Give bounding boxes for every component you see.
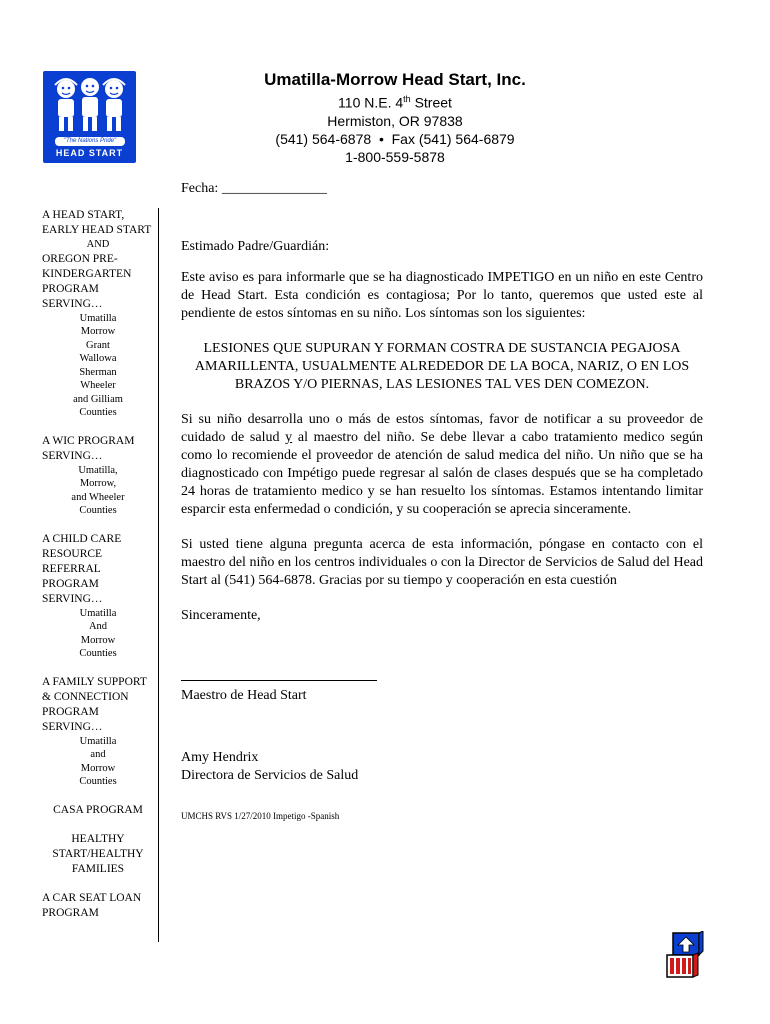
county-item: Wallowa xyxy=(79,353,117,364)
org-name: Umatilla-Morrow Head Start, Inc. xyxy=(264,70,526,89)
sidebar-divider xyxy=(158,208,159,942)
fax: Fax (541) 564-6879 xyxy=(391,130,515,147)
closing: Sinceramente, xyxy=(181,608,261,623)
sidebar-list-1 xyxy=(42,312,154,420)
sidebar-list-2 xyxy=(42,464,154,518)
sidebar-section-prek-title: OREGON PRE-KINDERGARTEN PROGRAM SERVING… xyxy=(42,252,132,310)
county-item: Sherman xyxy=(79,366,117,378)
sidebar-section-healthy-title: HEALTHY START/HEALTHY FAMILIES xyxy=(52,832,144,875)
signer-title: Directora de Servicios de Salud xyxy=(181,768,359,783)
sidebar-section-head-start-title: A HEAD START, EARLY HEAD START xyxy=(42,209,152,236)
paragraph-contact: Si usted tiene alguna pregunta acerca de esta información, póngase en contacto con el maestro del niño en los centros individuales o con la Director de Servicios de Salud del Head Start al (541) 564-6878. Gracias por su tiempo y cooperación en esta cuestión xyxy=(181,537,703,588)
sidebar-section-family-title: A FAMILY SUPPORT & CONNECTION PROGRAM SERVING… xyxy=(42,675,147,733)
symptoms-text: LESIONES QUE SUPURAN Y FORMAN COSTRA DE SUSTANCIA PEGAJOSA AMARILLENTA, USUALMENTE ALREDEDOR DE LA BOCA, NARIZ, O EN LOS BRAZOS Y/O PIERNAS, LAS LESIONES TAL VES DEN COMEZON. xyxy=(194,341,690,392)
abc-blocks-icon xyxy=(665,931,705,979)
sidebar-section-casa-title: CASA PROGRAM xyxy=(53,803,143,816)
date-field: Fecha: _______________ xyxy=(181,181,327,196)
county-item: Grant xyxy=(86,339,110,351)
county-item: Umatilla, xyxy=(78,464,118,476)
p2-part-b: al maestro del niño. Se debe llevar a cabo tratamiento medico según como lo recomiende el proveedor de atención de salud medica del niño. Un niño que se ha diagnosticado con Impétigo puede regresar al salón de clases después que se ha completado 24 horas de tratamiento medico y se han resuelto los síntomas. Estamos intentando limitar esparcir esta enfermedad o condición, y su cooperación se aprecia sinceramente. xyxy=(181,430,703,517)
address-number: 110 N.E. 4 xyxy=(338,94,404,111)
county-item: and Wheeler xyxy=(71,491,125,503)
county-item: and xyxy=(90,749,106,760)
sidebar-section-childcare-title: A CHILD CARE RESOURCE REFERRAL PROGRAM SERVING… xyxy=(42,532,122,605)
letterhead xyxy=(250,70,540,166)
head-start-logo xyxy=(43,71,136,163)
signature-label: Maestro de Head Start xyxy=(181,688,307,703)
kids-icon xyxy=(51,75,129,133)
address-street: Street xyxy=(410,94,452,111)
county-item: Umatilla xyxy=(79,312,117,324)
county-item: Morrow, xyxy=(79,478,117,489)
letter-body xyxy=(181,180,703,825)
phone: (541) 564-6878 xyxy=(275,130,372,147)
county-item: Counties xyxy=(79,407,117,418)
program-sidebar xyxy=(42,208,154,921)
county-item: Counties xyxy=(79,648,117,659)
logo-label: HEAD START xyxy=(55,148,124,158)
address-sup: th xyxy=(403,94,411,104)
tollfree-line: 1-800-559-5878 xyxy=(345,148,445,165)
county-item: and Gilliam xyxy=(73,393,123,405)
sidebar-section-wic-title: A WIC PROGRAM SERVING… xyxy=(42,434,135,462)
sidebar-list-3 xyxy=(42,607,154,661)
logo-slogan: "The Nations Pride" xyxy=(55,137,125,146)
signer-name: Amy Hendrix xyxy=(181,750,259,765)
sidebar-list-4 xyxy=(42,735,154,789)
city-line: Hermiston, OR 97838 xyxy=(327,112,463,129)
county-item: Counties xyxy=(79,776,117,787)
sidebar-section-carseat-title: A CAR SEAT LOAN PROGRAM xyxy=(42,891,142,919)
greeting: Estimado Padre/Guardián: xyxy=(181,239,330,254)
county-item: Wheeler xyxy=(80,380,116,391)
county-item: Counties xyxy=(79,505,117,516)
county-item: Morrow xyxy=(80,326,116,337)
county-item: Umatilla xyxy=(79,735,117,747)
paragraph-instructions xyxy=(181,411,703,519)
bullet: • xyxy=(378,130,384,147)
sidebar-and: AND xyxy=(86,239,110,250)
street-address xyxy=(250,90,540,112)
phone-fax-line xyxy=(250,130,540,148)
county-item: Morrow xyxy=(80,762,116,774)
county-item: Umatilla xyxy=(79,607,117,619)
paragraph-intro: Este aviso es para informarle que se ha diagnosticado IMPETIGO en un niño en este Centro de Head Start. Esta condición es contagiosa; Por lo tanto, queremos que usted este al pendiente de estos síntomas en su niño. Los síntomas son los siguientes: xyxy=(181,270,703,321)
county-item: Morrow xyxy=(80,634,116,646)
p2-underlined-y: y xyxy=(285,430,293,445)
footer-code: UMCHS RVS 1/27/2010 Impetigo -Spanish xyxy=(181,811,340,821)
p2-part-a: Si su niño desarrolla uno o más de estos síntomas, favor de notificar a su proveedor de cuidado de salud xyxy=(181,412,703,445)
county-item: And xyxy=(88,621,108,632)
